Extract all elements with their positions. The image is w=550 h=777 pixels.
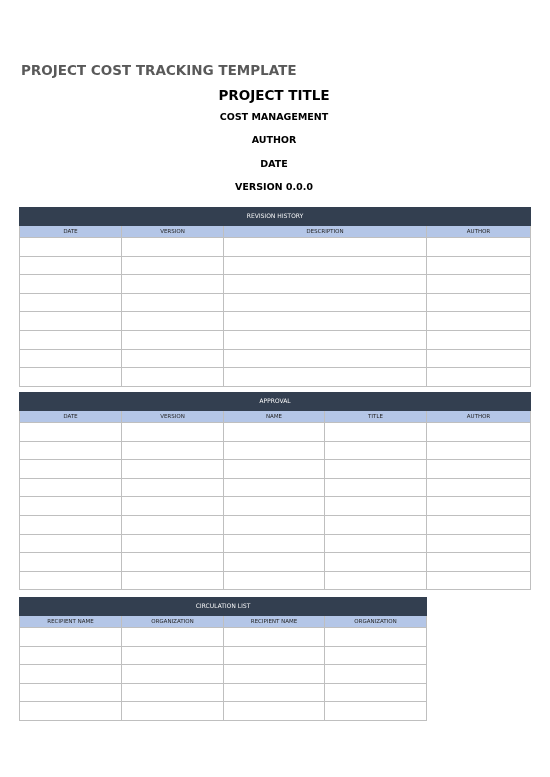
table-cell[interactable]	[325, 702, 427, 721]
column-header-name: NAME	[224, 411, 325, 423]
table-cell[interactable]	[224, 256, 427, 275]
column-header-date: DATE	[20, 226, 122, 238]
version-line: VERSION 0.0.0	[235, 182, 313, 193]
table-cell[interactable]	[122, 368, 224, 387]
table-cell[interactable]	[325, 515, 427, 534]
table-cell[interactable]	[427, 497, 531, 516]
column-header-organization: ORGANIZATION	[325, 616, 427, 628]
table-row	[20, 368, 531, 387]
table-row	[20, 683, 427, 702]
table-cell[interactable]	[224, 683, 325, 702]
table-cell[interactable]	[224, 275, 427, 294]
table-cell[interactable]	[122, 423, 224, 442]
table-row	[20, 478, 531, 497]
table-cell[interactable]	[427, 478, 531, 497]
table-cell[interactable]	[325, 683, 427, 702]
table-cell[interactable]	[224, 423, 325, 442]
table-cell[interactable]	[224, 497, 325, 516]
table-cell[interactable]	[427, 256, 531, 275]
table-cell[interactable]	[20, 646, 122, 665]
table-cell[interactable]	[325, 646, 427, 665]
circulation-list-body	[20, 628, 427, 721]
table-cell[interactable]	[20, 330, 122, 349]
table-cell[interactable]	[122, 275, 224, 294]
column-header-version: VERSION	[122, 411, 224, 423]
table-row	[20, 330, 531, 349]
table-row	[20, 497, 531, 516]
table-cell[interactable]	[224, 665, 325, 684]
table-cell[interactable]	[224, 349, 427, 368]
table-row	[20, 515, 531, 534]
revision-history-header: REVISION HISTORY	[20, 208, 531, 226]
table-cell[interactable]	[427, 423, 531, 442]
table-cell[interactable]	[224, 478, 325, 497]
table-cell[interactable]	[20, 256, 122, 275]
table-row	[20, 256, 531, 275]
subtitle-cost-management: COST MANAGEMENT	[219, 112, 329, 123]
table-cell[interactable]	[325, 553, 427, 572]
table-row	[20, 275, 531, 294]
column-header-organization: ORGANIZATION	[122, 616, 224, 628]
table-cell[interactable]	[427, 349, 531, 368]
table-cell[interactable]	[325, 665, 427, 684]
table-cell[interactable]	[427, 312, 531, 331]
table-cell[interactable]	[122, 515, 224, 534]
date-line: DATE	[260, 159, 288, 170]
table-cell[interactable]	[20, 275, 122, 294]
table-cell[interactable]	[224, 628, 325, 647]
table-cell[interactable]	[325, 534, 427, 553]
circulation-list-table	[19, 597, 427, 721]
table-row	[20, 423, 531, 442]
table-cell[interactable]	[325, 478, 427, 497]
table-row	[20, 628, 427, 647]
table-cell[interactable]	[122, 293, 224, 312]
table-cell[interactable]	[20, 515, 122, 534]
table-cell[interactable]	[20, 683, 122, 702]
table-cell[interactable]	[122, 646, 224, 665]
table-row	[20, 293, 531, 312]
table-cell[interactable]	[122, 349, 224, 368]
table-cell[interactable]	[122, 330, 224, 349]
table-cell[interactable]	[427, 293, 531, 312]
table-cell[interactable]	[20, 460, 122, 479]
table-cell[interactable]	[20, 553, 122, 572]
table-cell[interactable]	[122, 534, 224, 553]
table-row	[20, 553, 531, 572]
project-title: PROJECT TITLE	[218, 88, 330, 104]
table-cell[interactable]	[224, 553, 325, 572]
circulation-list-header: CIRCULATION LIST	[20, 598, 427, 616]
table-cell[interactable]	[325, 460, 427, 479]
table-cell[interactable]	[122, 478, 224, 497]
table-cell[interactable]	[427, 368, 531, 387]
column-header-date: DATE	[20, 411, 122, 423]
table-row	[20, 646, 427, 665]
table-cell[interactable]	[122, 628, 224, 647]
table-cell[interactable]	[20, 628, 122, 647]
table-cell[interactable]	[224, 238, 427, 257]
table-cell[interactable]	[20, 368, 122, 387]
table-cell[interactable]	[427, 275, 531, 294]
table-cell[interactable]	[224, 368, 427, 387]
approval-table	[19, 392, 531, 590]
table-cell[interactable]	[224, 312, 427, 331]
table-cell[interactable]	[20, 478, 122, 497]
table-cell[interactable]	[427, 534, 531, 553]
table-cell[interactable]	[122, 665, 224, 684]
table-cell[interactable]	[325, 571, 427, 590]
column-header-author: AUTHOR	[427, 226, 531, 238]
table-cell[interactable]	[20, 423, 122, 442]
revision-history-body	[20, 238, 531, 387]
table-cell[interactable]	[325, 423, 427, 442]
table-cell[interactable]	[224, 646, 325, 665]
table-cell[interactable]	[122, 312, 224, 331]
table-row	[20, 460, 531, 479]
table-cell[interactable]	[224, 534, 325, 553]
table-cell[interactable]	[427, 553, 531, 572]
table-cell[interactable]	[427, 330, 531, 349]
table-cell[interactable]	[122, 238, 224, 257]
table-cell[interactable]	[20, 312, 122, 331]
table-cell[interactable]	[325, 497, 427, 516]
table-cell[interactable]	[224, 293, 427, 312]
table-cell[interactable]	[122, 571, 224, 590]
table-row	[20, 702, 427, 721]
table-cell[interactable]	[325, 441, 427, 460]
table-row	[20, 349, 531, 368]
table-cell[interactable]	[427, 460, 531, 479]
table-cell[interactable]	[224, 515, 325, 534]
table-cell[interactable]	[224, 441, 325, 460]
approval-body	[20, 423, 531, 590]
table-cell[interactable]	[122, 497, 224, 516]
table-cell[interactable]	[20, 534, 122, 553]
column-header-description: DESCRIPTION	[224, 226, 427, 238]
table-row	[20, 441, 531, 460]
table-cell[interactable]	[224, 702, 325, 721]
table-cell[interactable]	[224, 460, 325, 479]
column-header-recipient-name: RECIPIENT NAME	[20, 616, 122, 628]
column-header-version: VERSION	[122, 226, 224, 238]
table-cell[interactable]	[224, 330, 427, 349]
table-cell[interactable]	[20, 571, 122, 590]
table-cell[interactable]	[325, 628, 427, 647]
table-cell[interactable]	[122, 460, 224, 479]
table-cell[interactable]	[427, 441, 531, 460]
table-row	[20, 571, 531, 590]
table-cell[interactable]	[20, 293, 122, 312]
approval-header: APPROVAL	[20, 393, 531, 411]
column-header-title: TITLE	[325, 411, 427, 423]
table-cell[interactable]	[224, 571, 325, 590]
table-cell[interactable]	[20, 238, 122, 257]
table-cell[interactable]	[122, 256, 224, 275]
table-cell[interactable]	[427, 515, 531, 534]
table-row	[20, 534, 531, 553]
table-cell[interactable]	[122, 683, 224, 702]
column-header-recipient-name: RECIPIENT NAME	[224, 616, 325, 628]
table-cell[interactable]	[427, 238, 531, 257]
table-cell[interactable]	[122, 702, 224, 721]
table-row	[20, 238, 531, 257]
revision-history-table	[19, 207, 531, 387]
table-cell[interactable]	[20, 497, 122, 516]
table-cell[interactable]	[20, 441, 122, 460]
template-title: PROJECT COST TRACKING TEMPLATE	[21, 63, 297, 79]
table-cell[interactable]	[427, 571, 531, 590]
table-cell[interactable]	[122, 553, 224, 572]
column-header-author: AUTHOR	[427, 411, 531, 423]
table-cell[interactable]	[20, 349, 122, 368]
table-row	[20, 312, 531, 331]
table-cell[interactable]	[20, 665, 122, 684]
author-line: AUTHOR	[251, 135, 297, 146]
table-cell[interactable]	[20, 702, 122, 721]
table-row	[20, 665, 427, 684]
table-cell[interactable]	[122, 441, 224, 460]
